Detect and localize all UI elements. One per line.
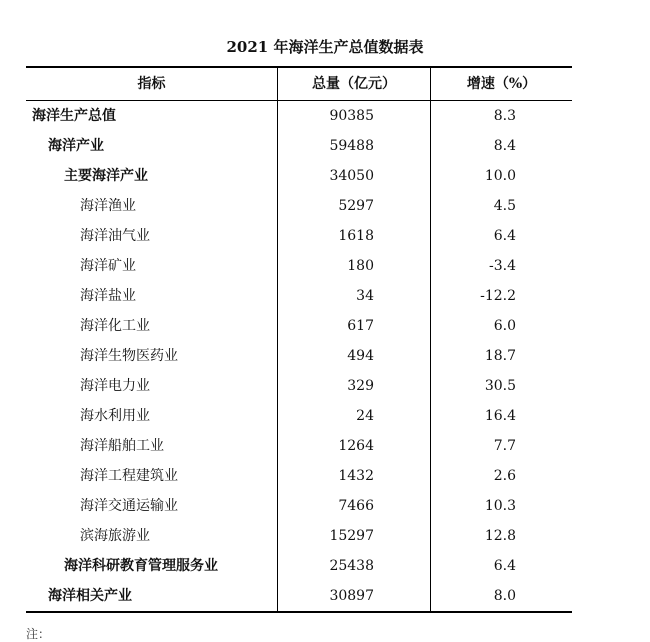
row-total: 59488: [278, 131, 431, 161]
header-total: 总量（亿元）: [278, 68, 431, 100]
footnote: 注：: [26, 627, 51, 641]
row-indicator: 海洋矿业: [26, 251, 278, 281]
row-total: 494: [278, 341, 431, 371]
row-indicator: 主要海洋产业: [26, 161, 278, 191]
row-total: 5297: [278, 191, 431, 221]
row-total: 90385: [278, 101, 431, 131]
row-total: 30897: [278, 581, 431, 611]
row-indicator: 海洋生物医药业: [26, 341, 278, 371]
table-row: [26, 281, 572, 311]
table-body: [26, 101, 572, 611]
table-row: [26, 581, 572, 611]
row-total: 34050: [278, 161, 431, 191]
row-growth: 10.3: [484, 498, 516, 514]
row-total: 617: [278, 311, 431, 341]
row-growth: 8.4: [493, 138, 516, 154]
row-indicator: 海水利用业: [26, 401, 278, 431]
row-growth: 16.4: [484, 408, 516, 424]
table-row: [26, 521, 572, 551]
row-growth: 6.4: [493, 558, 516, 574]
table-row: [26, 461, 572, 491]
row-total: 15297: [278, 521, 431, 551]
row-indicator: 滨海旅游业: [26, 521, 278, 551]
table-row: [26, 101, 572, 131]
row-total: 25438: [278, 551, 431, 581]
table-row: [26, 161, 572, 191]
row-total: 1432: [278, 461, 431, 491]
row-total: 24: [278, 401, 431, 431]
table-header-row: [26, 68, 572, 101]
row-growth: 2.6: [493, 468, 516, 484]
table-row: [26, 341, 572, 371]
row-growth: 30.5: [484, 378, 516, 394]
row-indicator: 海洋电力业: [26, 371, 278, 401]
row-growth: 10.0: [484, 168, 516, 184]
header-indicator: 指标: [26, 68, 278, 100]
row-growth: 8.0: [493, 588, 516, 604]
table-row: [26, 191, 572, 221]
table-row: [26, 131, 572, 161]
data-table: [26, 66, 572, 613]
row-indicator: 海洋交通运输业: [26, 491, 278, 521]
row-growth: 4.5: [493, 198, 516, 214]
row-growth: 18.7: [484, 348, 516, 364]
table-row: [26, 551, 572, 581]
row-indicator: 海洋科研教育管理服务业: [26, 551, 278, 581]
row-indicator: 海洋工程建筑业: [26, 461, 278, 491]
row-total: 34: [278, 281, 431, 311]
row-indicator: 海洋船舶工业: [26, 431, 278, 461]
row-total: 1264: [278, 431, 431, 461]
row-total: 329: [278, 371, 431, 401]
table-row: [26, 431, 572, 461]
row-growth: -12.2: [480, 288, 516, 304]
row-growth: 8.3: [493, 108, 516, 124]
row-growth: 12.8: [484, 528, 516, 544]
row-indicator: 海洋产业: [26, 131, 278, 161]
row-total: 180: [278, 251, 431, 281]
row-total: 1618: [278, 221, 431, 251]
table-row: [26, 221, 572, 251]
table-row: [26, 311, 572, 341]
table-row: [26, 491, 572, 521]
row-growth: 6.4: [493, 228, 516, 244]
row-indicator: 海洋盐业: [26, 281, 278, 311]
row-indicator: 海洋相关产业: [26, 581, 278, 611]
table-row: [26, 251, 572, 281]
header-growth: 增速（%）: [466, 76, 537, 92]
table-row: [26, 401, 572, 431]
row-growth: -3.4: [489, 258, 516, 274]
row-indicator: 海洋油气业: [26, 221, 278, 251]
row-total: 7466: [278, 491, 431, 521]
row-growth: 6.0: [493, 318, 516, 334]
table-title: 2021 年海洋生产总值数据表: [226, 38, 424, 56]
row-indicator: 海洋化工业: [26, 311, 278, 341]
row-indicator: 海洋渔业: [26, 191, 278, 221]
table-row: [26, 371, 572, 401]
row-growth: 7.7: [493, 438, 516, 454]
row-indicator: 海洋生产总值: [26, 101, 278, 131]
